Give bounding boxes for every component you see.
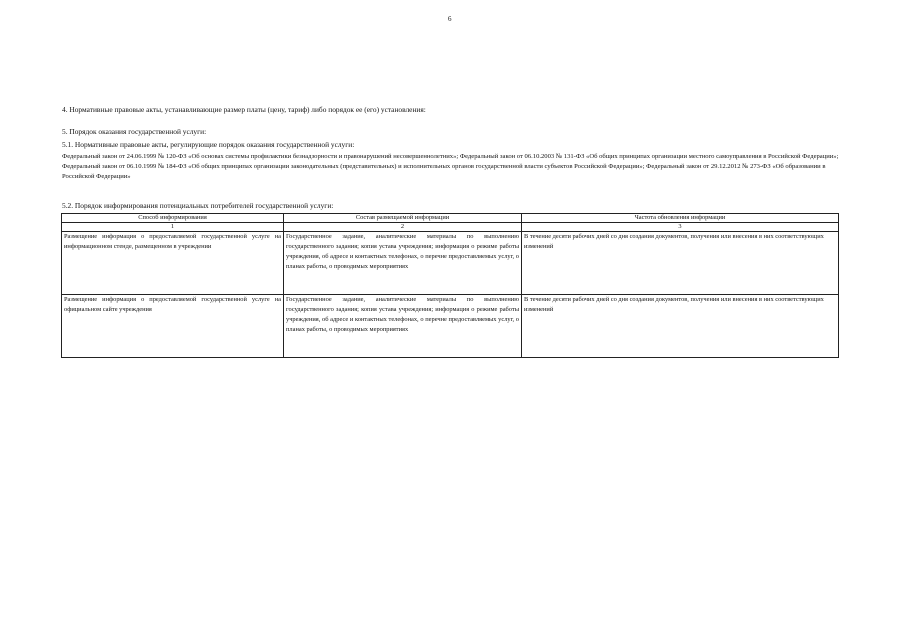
page-number: 6 <box>448 15 452 23</box>
table-header-row <box>62 214 839 223</box>
section-5-1-heading: 5.1. Нормативные правовые акты, регулирующие порядок оказания государственной услуги: <box>62 140 355 149</box>
table-cell-content: Государственное задание, аналитические материалы по выполнению государственного задания; копия устава учреждения; информация о режиме работы учреждения, об адресе и контактных телефонах, о перечне предоставляемых услуг, о планах работы, о проводимых мероприятиях <box>284 295 522 358</box>
section-5-2-heading: 5.2. Порядок информирования потенциальных потребителей государственной услуги: <box>62 201 334 210</box>
table-cell-frequency: В течение десяти рабочих дней со дня создания документов, получения или внесения в них соответствующих изменений <box>522 232 839 295</box>
informing-table <box>61 213 839 358</box>
section-5-1-text: Федеральный закон от 24.06.1999 № 120-ФЗ «Об основах системы профилактики безнадзорности и правонарушений несовершеннолетних»; Федеральный закон от 06.10.2003 № 131-ФЗ «Об общих принципах организации местного самоуправления в Российской Федерации»; Федеральный закон от 06.10.1999 № 184-ФЗ «Об общих принципах организации законодательных (представительных) и исполнительных органов государственной власти субъектов Российской Федерации»; Федеральный закон от 29.12.2012 № 273-ФЗ «Об образовании в Российской Федерации» <box>62 153 839 180</box>
table-cell-frequency: В течение десяти рабочих дней со дня создания документов, получения или внесения в них соответствующих изменений <box>522 295 839 358</box>
table-cell-method: Размещение информация о предоставляемой государственной услуге на информационном стенде, размещенном в учреждении <box>62 232 284 295</box>
table-header-cell: Состав размещаемой информации <box>284 214 522 223</box>
table-cell-content: Государственное задание, аналитические материалы по выполнению государственного задания; копия устава учреждения; информация о режиме работы учреждения, об адресе и контактных телефонах, о перечне предоставляемых услуг, о планах работы, о проводимых мероприятиях <box>284 232 522 295</box>
table-header-cell: Частота обновления информации <box>522 214 839 223</box>
table-row <box>62 295 839 358</box>
table-number-row <box>62 223 839 232</box>
table-number-cell: 3 <box>522 223 839 232</box>
section-4-heading: 4. Нормативные правовые акты, устанавливающие размер платы (цену, тариф) либо порядок ее (его) установления: <box>62 105 426 114</box>
table-header-cell: Способ информирования <box>62 214 284 223</box>
section-5-heading: 5. Порядок оказания государственной услуги: <box>62 127 207 136</box>
table-row <box>62 232 839 295</box>
table-number-cell: 2 <box>284 223 522 232</box>
table-number-cell: 1 <box>62 223 284 232</box>
table-cell-method: Размещение информация о предоставляемой государственной услуге на официальном сайте учреждения <box>62 295 284 358</box>
